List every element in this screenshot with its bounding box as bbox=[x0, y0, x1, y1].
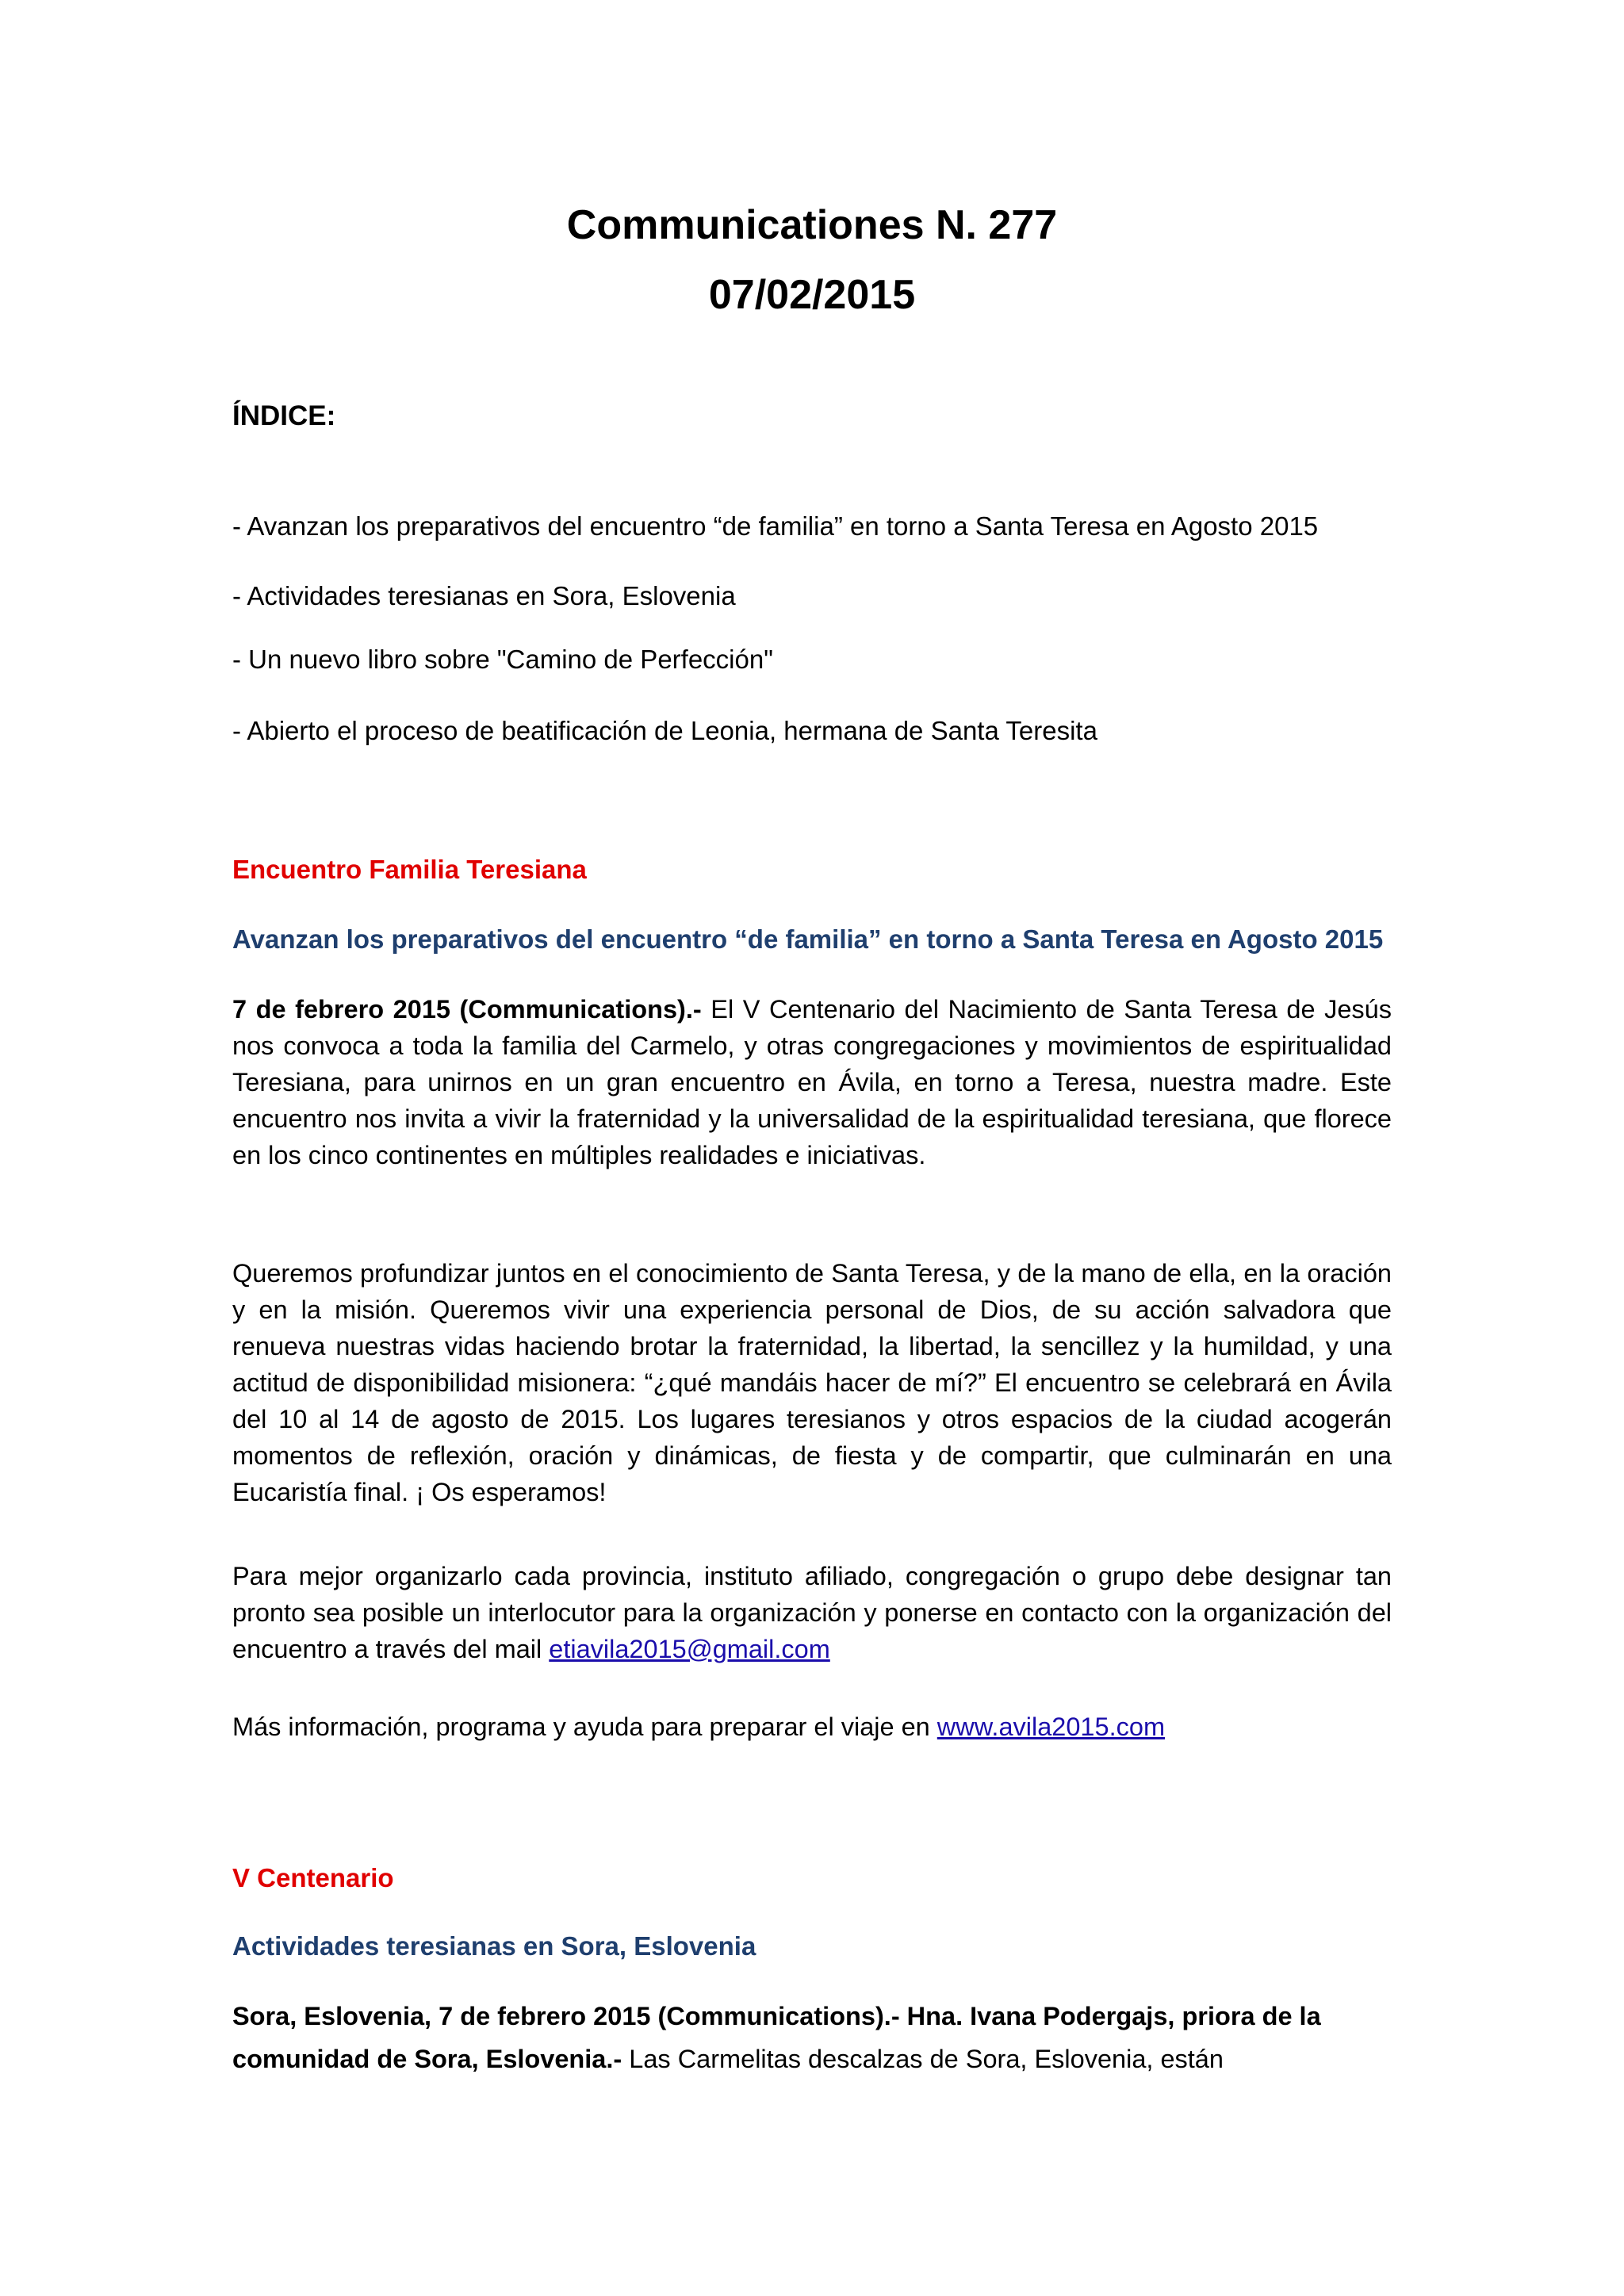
article-paragraph bbox=[232, 1995, 1392, 2080]
website-link[interactable]: www.avila2015.com bbox=[936, 1712, 1166, 1741]
article-headline: Avanzan los preparativos del encuentro “de familia” en torno a Santa Teresa en Agosto 2015 bbox=[232, 924, 1384, 954]
document-title: Communicationes N. 277 bbox=[566, 202, 1058, 248]
article-paragraph bbox=[232, 1709, 1392, 1745]
index-heading: ÍNDICE: bbox=[232, 400, 336, 431]
paragraph-text: Las Carmelitas descalzas de Sora, Eslovenia, están bbox=[622, 2045, 1224, 2073]
email-link[interactable]: etiavila2015@gmail.com bbox=[549, 1635, 830, 1663]
toc-item: - Actividades teresianas en Sora, Eslovenia bbox=[232, 581, 736, 610]
toc-item: - Un nuevo libro sobre "Camino de Perfección" bbox=[232, 645, 773, 674]
paragraph-lead: 7 de febrero 2015 (Communications).- bbox=[232, 995, 702, 1024]
paragraph-text: El V Centenario del Nacimiento de Santa Teresa de Jesús nos convoca a toda la familia del Carmelo, y otras congregaciones y movimientos de espiritualidad Teresiana, para unirnos en un gran encuentro en Ávila, en torno a Teresa, nuestra madre. Este encuentro nos invita a vivir la fraternidad y la universalidad de la espiritualidad teresiana, que florece en los cinco continentes en múltiples realidades e iniciativas. bbox=[232, 995, 1392, 1169]
toc-item: - Avanzan los preparativos del encuentro “de familia” en torno a Santa Teresa en Agosto 2015 bbox=[232, 511, 1319, 541]
paragraph-text: Para mejor organizarlo cada provincia, instituto afiliado, congregación o grupo debe designar tan pronto sea posible un interlocutor para la organización y ponerse en contacto con la organización del encuentro a través del mail bbox=[232, 1562, 1392, 1663]
section-heading: Encuentro Familia Teresiana bbox=[232, 855, 587, 884]
title-block bbox=[0, 190, 1624, 330]
article-headline: Actividades teresianas en Sora, Eslovenia bbox=[232, 1931, 756, 1961]
paragraph-lead: Sora, Eslovenia, 7 de febrero 2015 (Communications).- Hna. Ivana Podergajs, priora de la comunidad de Sora, Eslovenia.- bbox=[232, 2002, 1321, 2073]
section-heading: V Centenario bbox=[232, 1863, 394, 1892]
document-date: 07/02/2015 bbox=[708, 272, 916, 318]
article-paragraph bbox=[232, 991, 1392, 1173]
article-paragraph bbox=[232, 1558, 1392, 1667]
toc-item: - Abierto el proceso de beatificación de Leonia, hermana de Santa Teresita bbox=[232, 716, 1097, 745]
paragraph-text: Más información, programa y ayuda para preparar el viaje en bbox=[232, 1712, 937, 1741]
article-paragraph: Queremos profundizar juntos en el conocimiento de Santa Teresa, y de la mano de ella, en la oración y en la misión. Queremos vivir una experiencia personal de Dios, de su acción salvadora que renueva nuestras vidas haciendo brotar la fraternidad, la libertad, la sencillez y la humildad, y una actitud de disponibilidad misionera: “¿qué mandáis hacer de mí?” El encuentro se celebrará en Ávila del 10 al 14 de agosto de 2015. Los lugares teresianos y otros espacios de la ciudad acogerán momentos de reflexión, oración y dinámicas, de fiesta y de compartir, que culminarán en una Eucaristía final. ¡ Os esperamos! bbox=[232, 1259, 1392, 1506]
